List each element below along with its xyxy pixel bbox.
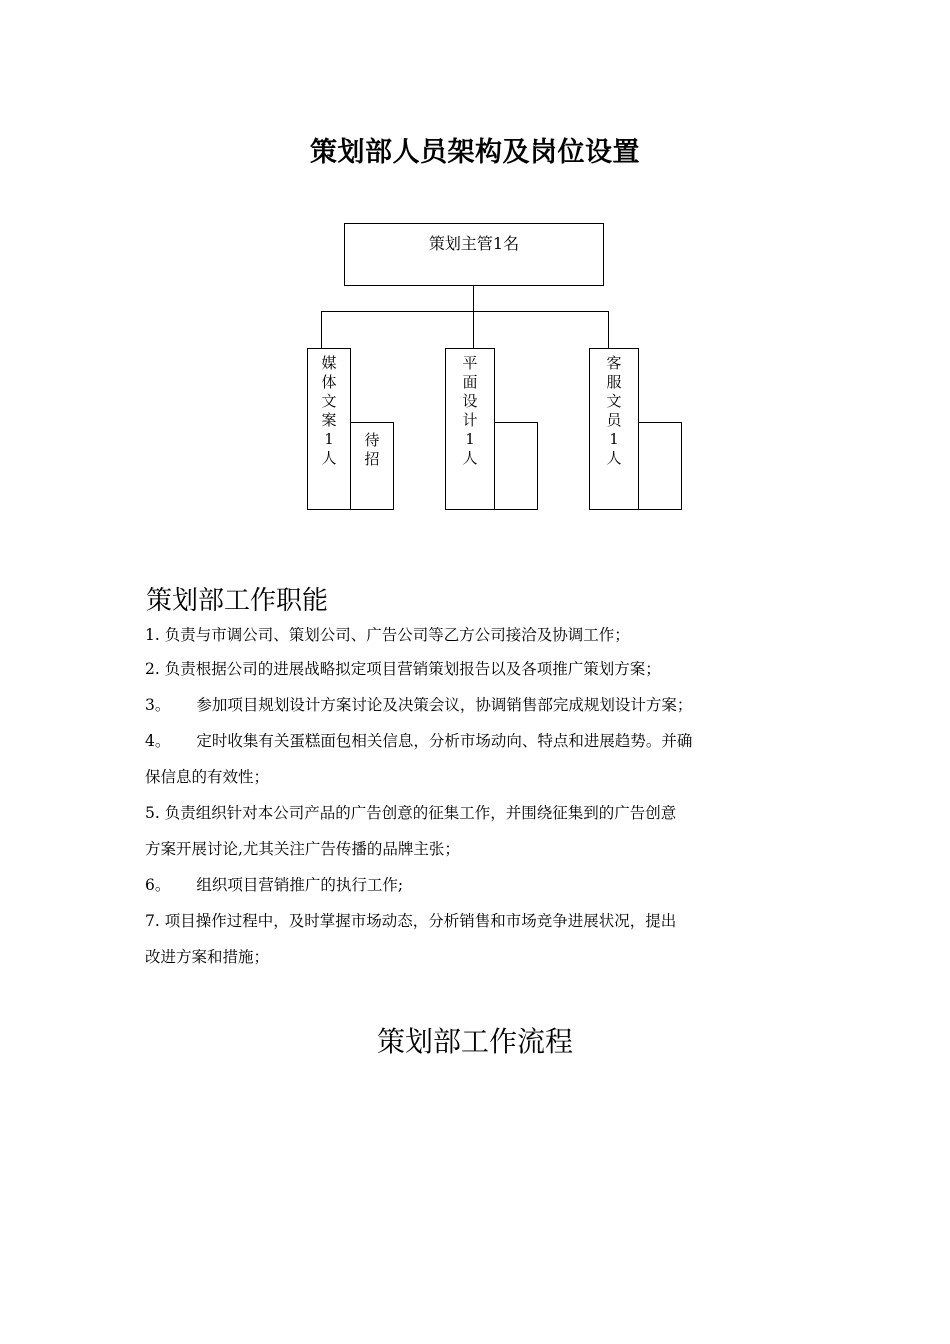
org-box-graphic-design-side — [494, 422, 538, 510]
item-text: 负责与市调公司、策划公司、广告公司等乙方公司接洽及协调工作； — [164, 626, 630, 644]
org-label-media-copy: 媒 体 文 案 1 人 — [321, 354, 337, 467]
item-number: 2. — [145, 660, 160, 678]
connector-left — [321, 311, 322, 349]
function-item-6 — [145, 867, 807, 903]
item-text: 定时收集有关蛋糕面包相关信息，分析市场动向、特点和进展趋势。并确 — [196, 732, 693, 750]
item-number: 6。 — [145, 876, 171, 894]
function-item-4 — [145, 723, 807, 795]
item-text: 参加项目规划设计方案讨论及决策会议，协调销售部完成规划设计方案； — [196, 696, 693, 714]
item-text: 负责组织针对本公司产品的广告创意的征集工作，并围绕征集到的广告创意 — [164, 804, 677, 822]
connector-bar — [321, 311, 609, 312]
org-top-label: 策划主管1名 — [428, 234, 520, 253]
org-label-vacancy: 待 招 — [364, 431, 380, 468]
function-item-5 — [145, 795, 807, 867]
connector-mid — [473, 311, 474, 349]
functions-heading: 策划部工作职能 — [146, 586, 329, 616]
item-text-cont: 保信息的有效性； — [145, 768, 270, 786]
item-number: 4。 — [145, 732, 171, 750]
function-item-2 — [145, 651, 807, 687]
item-text-cont: 改进方案和措施； — [145, 948, 270, 966]
item-number: 3。 — [145, 696, 171, 714]
function-item-1 — [145, 617, 807, 653]
process-heading: 策划部工作流程 — [376, 1025, 573, 1058]
org-label-graphic-design: 平 面 设 计 1 人 — [462, 354, 478, 467]
item-text: 组织项目营销推广的执行工作; — [196, 876, 404, 894]
connector-right — [608, 311, 609, 349]
page-title: 策划部人员架构及岗位设置 — [310, 137, 640, 168]
org-label-customer-service: 客 服 文 员 1 人 — [606, 354, 622, 467]
item-text: 项目操作过程中，及时掌握市场动态，分析销售和市场竞争进展状况，提出 — [164, 912, 677, 930]
item-text-cont: 方案开展讨论,尤其关注广告传播的品牌主张； — [145, 840, 460, 858]
item-text: 负责根据公司的进展战略拟定项目营销策划报告以及各项推广策划方案； — [164, 660, 661, 678]
item-number: 5. — [145, 804, 160, 822]
item-number: 7. — [145, 912, 160, 930]
function-item-3 — [145, 687, 807, 723]
org-box-customer-service-side — [638, 422, 682, 510]
connector-trunk — [473, 286, 474, 312]
item-number: 1. — [145, 626, 160, 644]
function-item-7 — [145, 903, 807, 975]
